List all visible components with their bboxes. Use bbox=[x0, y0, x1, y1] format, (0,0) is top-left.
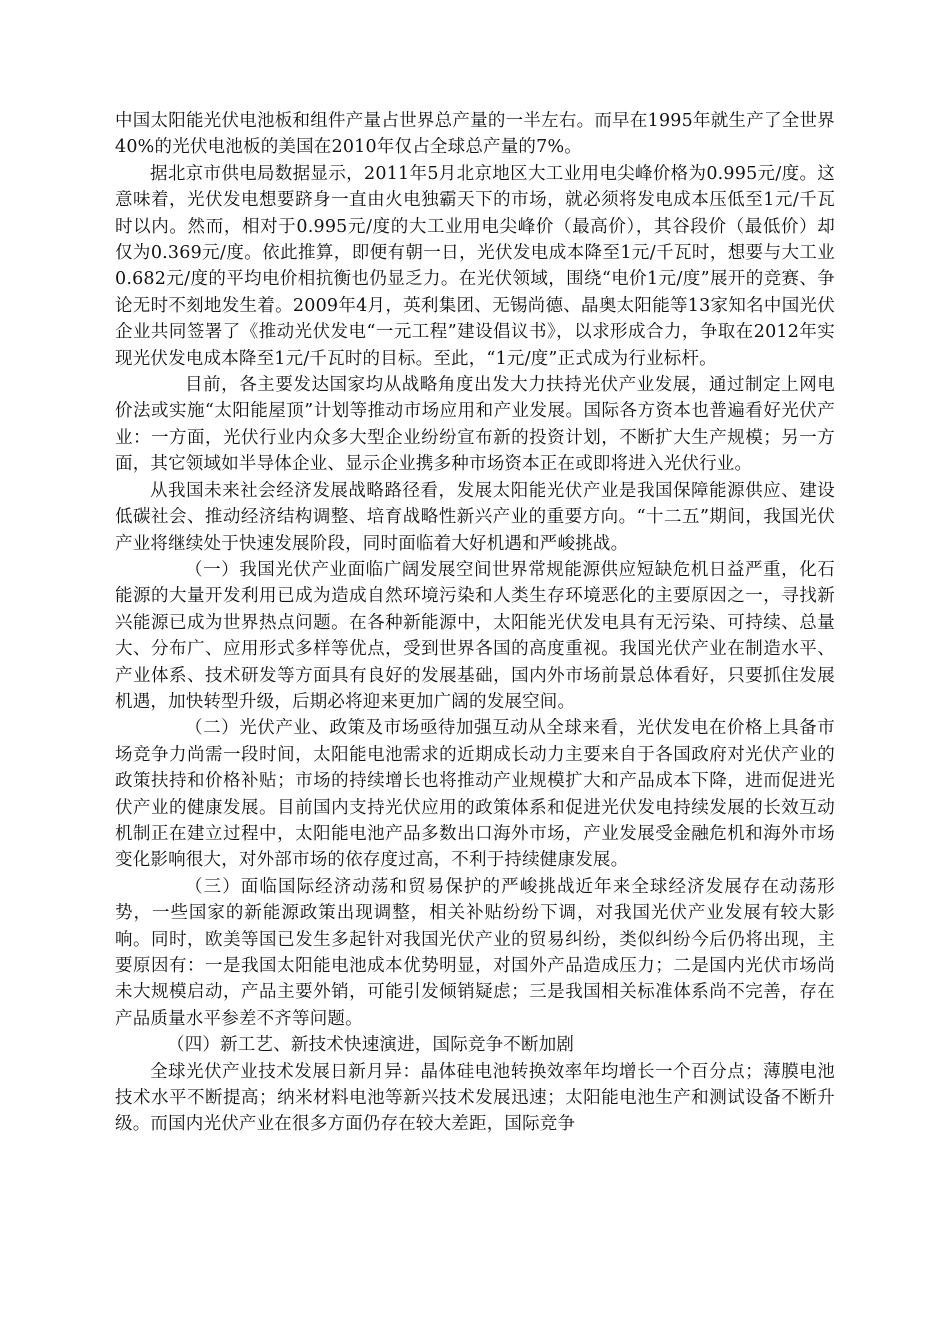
section-2-paragraph: （二）光伏产业、政策及市场亟待加强互动从全球来看，光伏发电在价格上具备市场竞争力尚需一段时间，太阳能电池需求的近期成长动力主要来自于各国政府对光伏产业的政策扶持和价格补贴；市场的持续增长也将推动产业规模扩大和产品成本下降，进而促进光伏产业的健康发展。目前国内支持光伏应用的政策体系和促进光伏发电持续发展的长效互动机制正在建立过程中，太阳能电池产品多数出口海外市场，产业发展受金融危机和海外市场变化影响很大，对外部市场的依存度过高，不利于持续健康发展。 bbox=[115, 718, 835, 871]
section-1-paragraph: （一）我国光伏产业面临广阔发展空间世界常规能源供应短缺危机日益严重，化石能源的大量开发利用已成为造成自然环境污染和人类生存环境恶化的主要原因之一，寻找新兴能源已成为世界热点问题。在各种新能源中，太阳能光伏发电具有无污染、可持续、总量大、分布广、应用形式多样等优点，受到世界各国的高度重视。我国光伏产业在制造水平、产业体系、技术研发等方面具有良好的发展基础，国内外市场前景总体看好，只要抓住发展机遇，加快转型升级，后期必将迎来更加广阔的发展空间。 bbox=[115, 559, 835, 712]
paragraph-4: 从我国未来社会经济发展战略路径看，发展太阳能光伏产业是我国保障能源供应、建设低碳社会、推动经济结构调整、培育战略性新兴产业的重要方向。“十二五”期间，我国光伏产业将继续处于快速发展阶段，同时面临着大好机遇和严峻挑战。 bbox=[115, 480, 835, 554]
section-3-paragraph: （三）面临国际经济动荡和贸易保护的严峻挑战近年来全球经济发展存在动荡形势，一些国家的新能源政策出现调整，相关补贴纷纷下调，对我国光伏产业发展有较大影响。同时，欧美等国已发生多起针对我国光伏产业的贸易纠纷，类似纠纷今后仍将出现，主要原因有：一是我国太阳能电池成本优势明显，对国外产品造成压力；二是国内光伏市场尚未大规模启动，产品主要外销，可能引发倾销疑虑；三是我国相关标准体系尚不完善，存在产品质量水平参差不齐等问题。 bbox=[115, 876, 835, 1029]
paragraph-1: 中国太阳能光伏电池板和组件产量占世界总产量的一半左右。而早在1995年就生产了全世界40%的光伏电池板的美国在2010年仅占全球总产量的7%。 bbox=[115, 111, 835, 158]
paragraph-3: 目前，各主要发达国家均从战略角度出发大力扶持光伏产业发展，通过制定上网电价法或实施“太阳能屋顶”计划等推动市场应用和产业发展。国际各方资本也普遍看好光伏产业：一方面，光伏行业内众多大型企业纷纷宣布新的投资计划，不断扩大生产规模；另一方面，其它领域如半导体企业、显示企业携多种市场资本正在或即将进入光伏行业。 bbox=[115, 375, 835, 475]
document-page bbox=[115, 108, 835, 1138]
section-4-heading: （四）新工艺、新技术快速演进，国际竞争不断加剧 bbox=[167, 1035, 575, 1056]
section-4-paragraph: 全球光伏产业技术发展日新月异：晶体硅电池转换效率年均增长一个百分点；薄膜电池技术水平不断提高；纳米材料电池等新兴技术发展迅速；太阳能电池生产和测试设备不断升级。而国内光伏产业在很多方面仍存在较大差距，国际竞争 bbox=[115, 1061, 835, 1135]
paragraph-2: 据北京市供电局数据显示，2011年5月北京地区大工业用电尖峰价格为0.995元/度。这意味着，光伏发电想要跻身一直由火电独霸天下的市场，就必须将发电成本压低至1元/千瓦时以内。然而，相对于0.995元/度的大工业用电尖峰价（最高价），其谷段价（最低价）却仅为0.369元/度。依此推算，即便有朝一日，光伏发电成本降至1元/千瓦时，想要与大工业0.682元/度的平均电价相抗衡也仍显乏力。在光伏领域，围绕“电价1元/度”展开的竞赛、争论无时不刻地发生着。2009年4月，英利集团、无锡尚德、晶奥太阳能等13家知名中国光伏企业共同签署了《推动光伏发电“一元工程”建设倡议书》，以求形成合力，争取在2012年实现光伏发电成本降至1元/千瓦时的目标。至此，“1元/度”正式成为行业标杆。 bbox=[115, 163, 835, 369]
